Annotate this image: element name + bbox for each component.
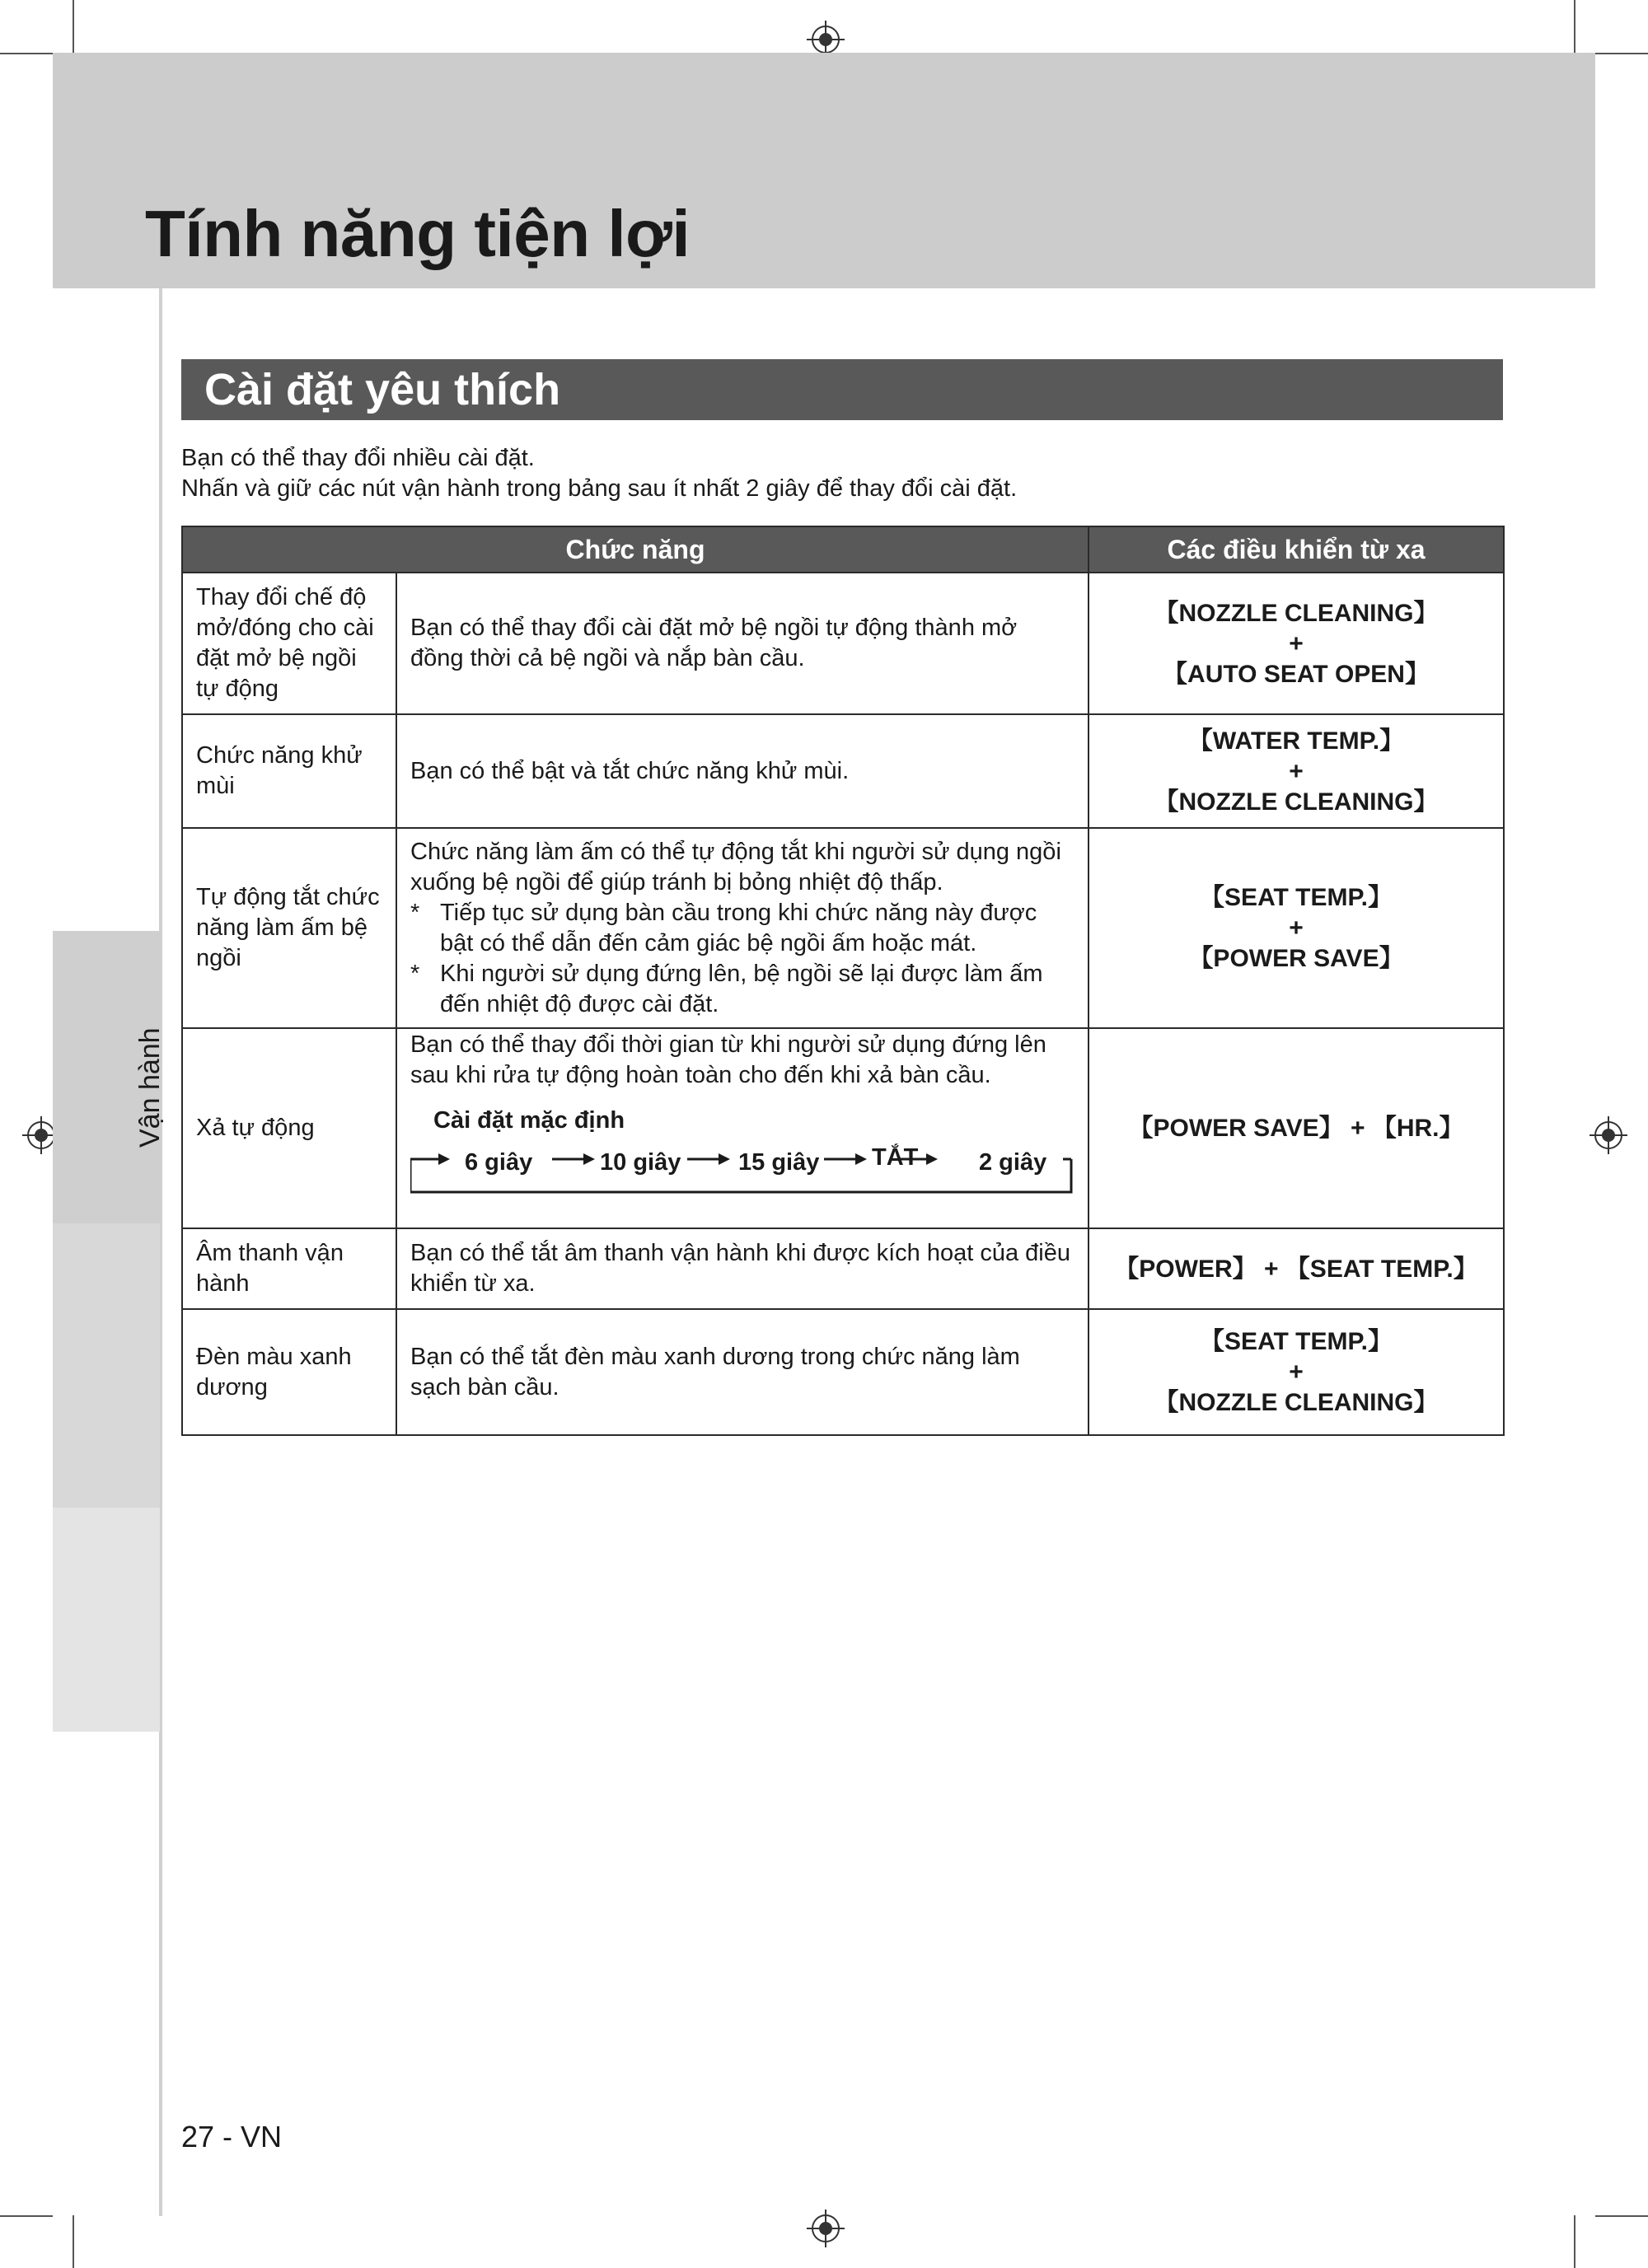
remote-button-label: 【NOZZLE CLEANING】 [1154,599,1439,627]
side-tab [53,1223,160,1508]
registration-mark-icon [1594,1121,1622,1149]
delay-option: 15 giây [738,1149,820,1176]
function-description: Bạn có thể bật và tắt chức năng khử mùi. [396,714,1089,828]
remote-control-combo [1089,1228,1504,1309]
remote-button-label: 【POWER】 + 【SEAT TEMP.】 [1114,1255,1478,1283]
note-marker: * [410,899,420,926]
default-setting-label: Cài đặt mặc định [433,1107,625,1134]
table-row [182,828,1504,1028]
registration-mark-icon [27,1121,55,1149]
remote-button-label: 【AUTO SEAT OPEN】 [1163,660,1430,688]
remote-button-label: 【NOZZLE CLEANING】 [1154,1389,1439,1416]
remote-button-label: 【WATER TEMP.】 [1187,727,1405,755]
remote-button-label: 【POWER SAVE】 + 【HR.】 [1128,1115,1464,1142]
plus-sign: + [1289,757,1304,785]
crop-mark [0,53,53,54]
note-marker: * [410,960,420,987]
function-name: Đèn màu xanh dương [182,1309,396,1435]
function-description: Bạn có thể tắt âm thanh vận hành khi được kích hoạt của điều khiển từ xa. [396,1228,1089,1309]
remote-button-label: 【NOZZLE CLEANING】 [1154,788,1439,816]
function-description: Bạn có thể tắt đèn màu xanh dương trong chức năng làm sạch bàn cầu. [396,1309,1089,1435]
registration-mark-icon [812,26,840,54]
note [410,959,1074,1020]
function-name: Âm thanh vận hành [182,1228,396,1309]
remote-control-combo [1089,1309,1504,1435]
table-header-row [182,526,1504,573]
column-header-function: Chức năng [182,526,1089,573]
remote-button-label: 【POWER SAVE】 [1188,945,1404,972]
remote-button-label: 【SEAT TEMP.】 [1200,884,1393,911]
plus-sign: + [1289,914,1304,942]
page-title: Tính năng tiện lợi [145,197,691,270]
intro-line: Bạn có thể thay đổi nhiều cài đặt. [181,445,535,471]
function-name: Thay đổi chế độ mở/đóng cho cài đặt mở bệ ngồi tự động [182,573,396,714]
crop-mark [0,2215,53,2217]
side-tab-label: Vận hành [134,1027,166,1148]
table-row [182,1028,1504,1228]
side-tab [53,1508,160,1732]
crop-mark [1574,0,1575,53]
crop-mark [1595,53,1648,54]
delay-option: TẮT [872,1144,919,1171]
flush-delay-cycle [410,1143,1071,1217]
registration-mark-icon [812,2214,840,2242]
crop-mark [1595,2215,1648,2217]
page-number: 27 - VN [181,2120,283,2153]
intro-line: Nhấn và giữ các nút vận hành trong bảng sau ít nhất 2 giây để thay đổi cài đặt. [181,475,1018,502]
note [410,898,1074,959]
column-header-remote: Các điều khiển từ xa [1089,526,1504,573]
table-row [182,1228,1504,1309]
function-description [396,1028,1089,1228]
remote-control-combo [1089,828,1504,1028]
function-name: Chức năng khử mùi [182,714,396,828]
section-title: Cài đặt yêu thích [204,365,561,414]
note-text: Tiếp tục sử dụng bàn cầu trong khi chức năng này được bật có thể dẫn đến cảm giác bệ ngồi ấm hoặc mát. [440,899,1037,956]
plus-sign: + [1289,629,1304,657]
crop-mark [1574,2215,1575,2268]
delay-option: 6 giây [465,1149,533,1176]
remote-control-combo [1089,573,1504,714]
crop-mark [73,2215,74,2268]
plus-sign: + [1289,1358,1304,1386]
section-header [181,359,1503,420]
table-row [182,573,1504,714]
description-text: Chức năng làm ấm có thể tự động tắt khi người sử dụng ngồi xuống bệ ngồi để giúp tránh bị bỏng nhiệt độ thấp. [410,838,1061,896]
intro-text [181,443,1017,504]
function-description: Bạn có thể thay đổi cài đặt mở bệ ngồi tự động thành mở đồng thời cả bệ ngồi và nắp bàn cầu. [396,573,1089,714]
delay-option: 2 giây [979,1149,1047,1176]
table-row [182,714,1504,828]
remote-control-combo [1089,1028,1504,1228]
note-text: Khi người sử dụng đứng lên, bệ ngồi sẽ lại được làm ấm đến nhiệt độ được cài đặt. [440,960,1043,1017]
delay-option: 10 giây [600,1149,681,1176]
description-text: Bạn có thể thay đổi thời gian từ khi người sử dụng đứng lên sau khi rửa tự động hoàn toàn cho đến khi xả bàn cầu. [410,1031,1046,1088]
function-description [396,828,1089,1028]
table-row [182,1309,1504,1435]
remote-control-combo [1089,714,1504,828]
function-name: Xả tự động [182,1028,396,1228]
settings-table [181,526,1505,1436]
crop-mark [73,0,74,53]
remote-button-label: 【SEAT TEMP.】 [1200,1328,1393,1355]
function-name: Tự động tắt chức năng làm ấm bệ ngồi [182,828,396,1028]
